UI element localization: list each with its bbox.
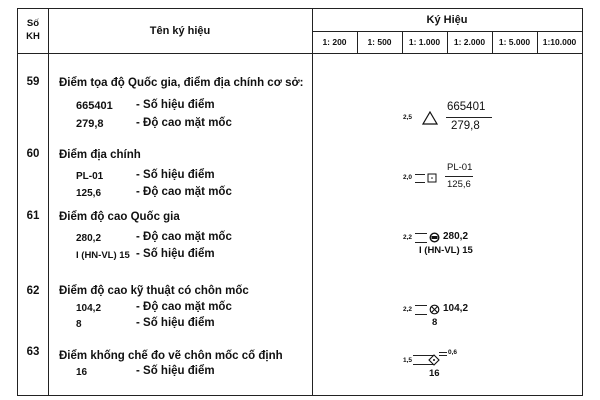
dimension-line [415, 314, 427, 315]
header-bottom-line [18, 53, 582, 54]
item-label: - Số hiệu điểm [136, 365, 215, 377]
item-label: - Số hiệu điểm [136, 248, 215, 260]
header-ky-hieu: Ký Hiệu [426, 14, 468, 26]
symbol-table [17, 8, 583, 396]
symbol-right-label: 280,2 [443, 231, 469, 242]
item-value: 16 [76, 367, 88, 378]
item-label: - Số hiệu điểm [136, 169, 215, 181]
item-value: 8 [76, 319, 82, 330]
symbol-size: 2,2 [403, 306, 413, 313]
control-point-symbol [403, 351, 513, 381]
symbol-below-label: 16 [429, 368, 440, 379]
symbol-extra-size: 0,6 [448, 349, 458, 356]
symbol-below-label: I (HN-VL) 15 [419, 245, 473, 256]
triangle-symbol [403, 97, 523, 137]
row-number: 59 [26, 76, 40, 88]
national-height-symbol [403, 231, 513, 261]
row-title: Điểm địa chính [59, 149, 141, 161]
square-symbol [403, 161, 513, 197]
fraction-line [445, 176, 473, 177]
scale-1-1000: 1: 1.000 [408, 37, 441, 47]
scale-1-500: 1: 500 [367, 37, 392, 47]
item-label: - Độ cao mặt mốc [136, 231, 232, 243]
dimension-line [415, 182, 425, 183]
row-title: Điểm độ cao Quốc gia [59, 211, 180, 223]
symbol-bottom-label: 125,6 [447, 179, 471, 190]
symbol-size: 1,5 [403, 357, 413, 364]
square-icon [427, 173, 437, 183]
symbol-right-label: 104,2 [443, 303, 469, 314]
dimension-line [415, 233, 427, 234]
row-number: 62 [26, 285, 40, 297]
symbol-size: 2,0 [403, 174, 413, 181]
item-label: - Độ cao mặt mốc [136, 117, 232, 129]
item-value: PL-01 [76, 171, 104, 182]
height-point-icon [429, 232, 440, 243]
dimension-line [415, 305, 427, 306]
dimension-line [415, 174, 425, 175]
symbol-size: 2,2 [403, 234, 413, 241]
item-label: - Số hiệu điểm [136, 99, 215, 111]
fraction-line [446, 117, 492, 118]
row-number: 60 [26, 148, 40, 160]
technical-height-symbol [403, 303, 513, 333]
col-divider-2 [312, 9, 313, 395]
item-value: 125,6 [76, 188, 102, 199]
scale-1-2000: 1: 2.000 [453, 37, 486, 47]
scale-1-10000: 1:10.000 [542, 37, 577, 47]
dimension-line [439, 352, 447, 353]
symbol-size: 2,5 [403, 114, 413, 121]
symbol-top-label: PL-01 [447, 162, 473, 173]
row-number: 63 [26, 346, 40, 358]
dimension-line [439, 355, 447, 356]
item-label: - Độ cao mặt mốc [136, 301, 232, 313]
row-title: Điểm khống chế đo vẽ chôn mốc cố định [59, 350, 283, 362]
item-label: - Độ cao mặt mốc [136, 186, 232, 198]
header-ten-ky-hieu: Tên ký hiệu [149, 25, 211, 37]
item-value: I (HN-VL) 15 [76, 250, 130, 261]
symbol-top-label: 665401 [447, 101, 486, 113]
row-title: Điểm độ cao kỹ thuật có chôn mốc [59, 285, 249, 297]
triangle-icon [422, 111, 438, 125]
item-value: 280,2 [76, 233, 102, 244]
item-value: 279,8 [76, 118, 104, 130]
scale-1-5000: 1: 5.000 [498, 37, 531, 47]
circle-cross-icon [429, 304, 440, 315]
symbol-bottom-label: 279,8 [451, 120, 480, 132]
item-label: - Số hiệu điểm [136, 317, 215, 329]
item-value: 104,2 [76, 303, 102, 314]
row-title: Điểm tọa độ Quốc gia, điểm địa chính cơ sở: [59, 77, 304, 89]
symbol-below-label: 8 [432, 317, 438, 328]
item-value: 665401 [76, 100, 113, 112]
scale-1-200: 1: 200 [322, 37, 347, 47]
col-divider-1 [48, 9, 49, 395]
row-number: 61 [26, 210, 40, 222]
dimension-line [415, 242, 427, 243]
header-so-kh: Số KH [26, 18, 40, 42]
